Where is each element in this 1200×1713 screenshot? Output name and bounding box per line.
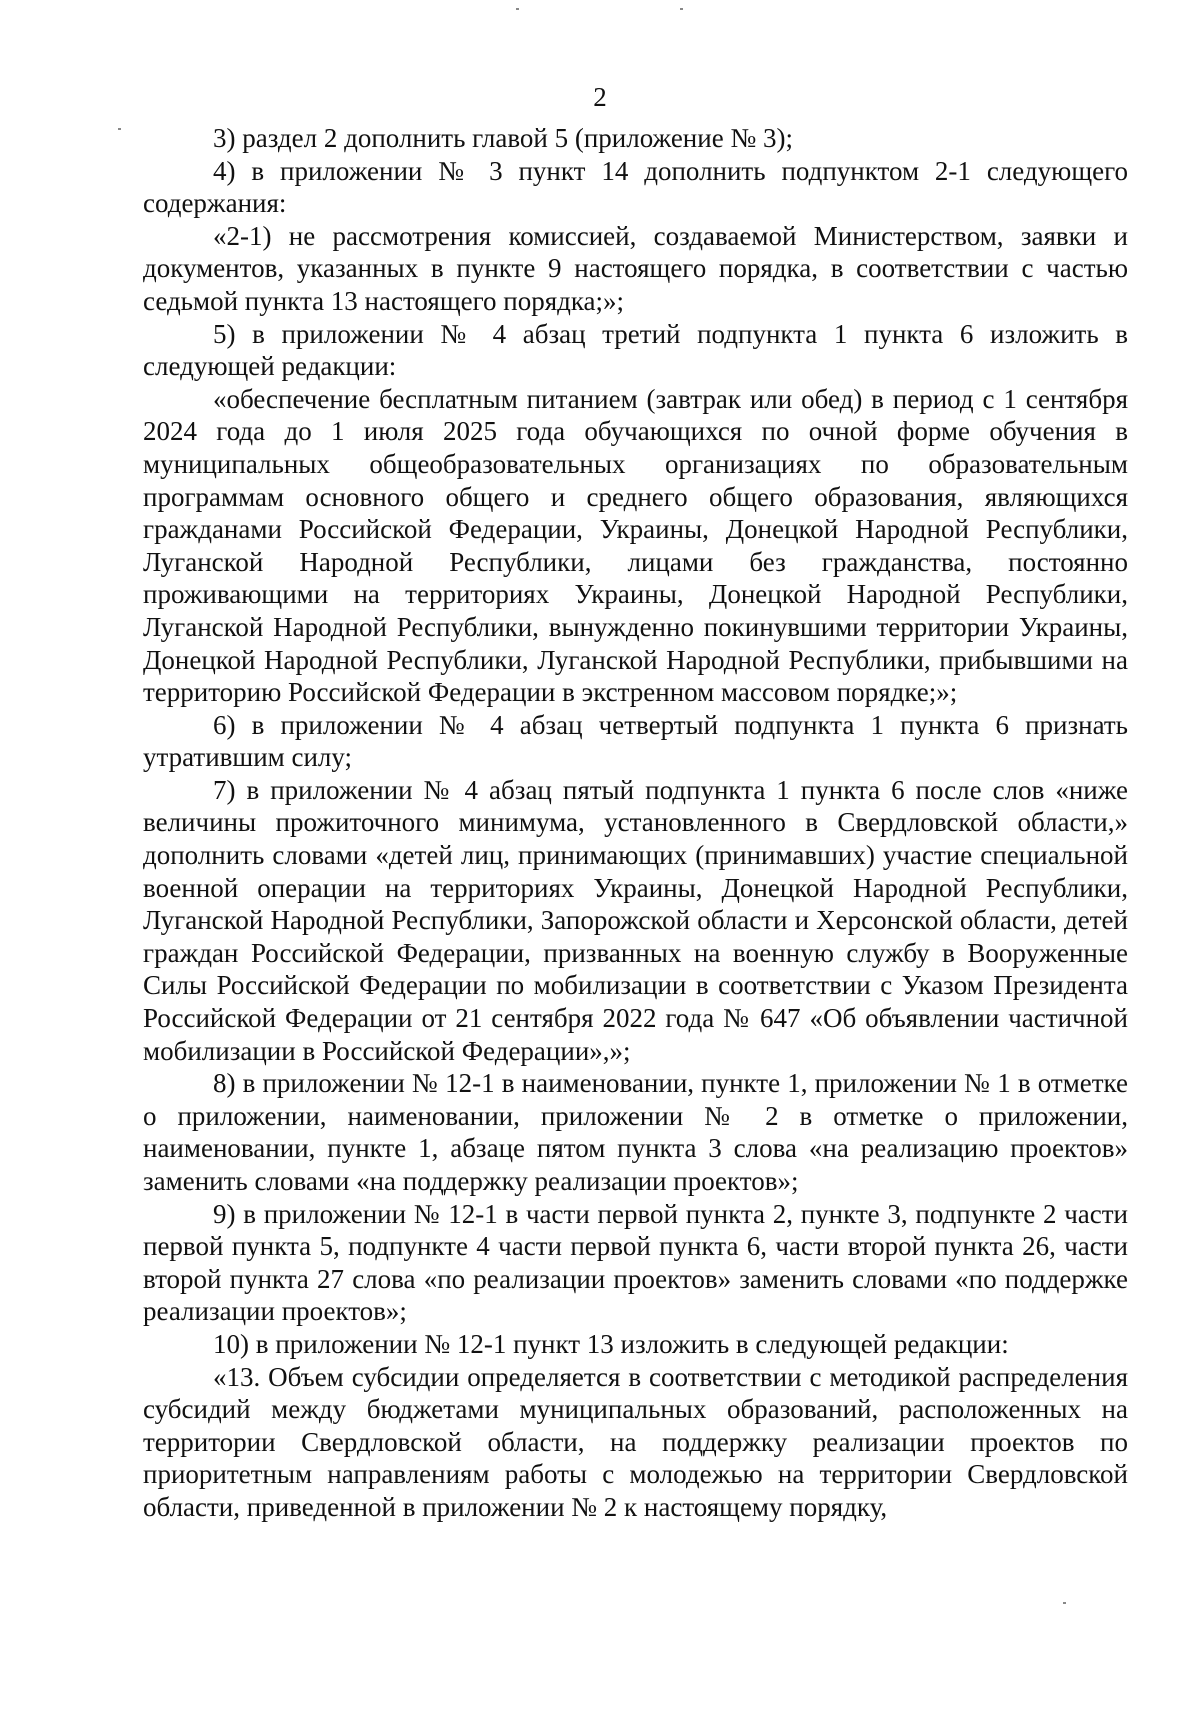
document-body <box>143 122 1128 1524</box>
paragraph-quote-2-1: «2-1) не рассмотрения комиссией, создаваемой Министерством, заявки и документов, указанных в пункте 9 настоящего порядка, в соответствии с частью седьмой пункта 13 настоящего порядка;»; <box>143 220 1128 316</box>
page-number: 2 <box>593 82 607 112</box>
scan-speck <box>516 8 519 10</box>
paragraph-quote-free-meals: «обеспечение бесплатным питанием (завтрак или обед) в период с 1 сентября 2024 года до 1 июля 2025 года обучающихся по очной форме обучения в муниципальных общеобразовательных организациях по образовательным программам основного общего и среднего общего образования, являющихся гражданами Российской Федерации, Украины, Донецкой Народной Республики, Луганской Народной Республики, лицами без гражданства, постоянно проживающими на территориях Украины, Донецкой Народной Республики, Луганской Народной Республики, вынужденно покинувшими территории Украины, Донецкой Народной Республики, Луганской Народной Республики, прибывшими на территорию Российской Федерации в экстренном массовом порядке;»; <box>143 383 1128 708</box>
paragraph-item-7: 7) в приложении № 4 абзац пятый подпункта 1 пункта 6 после слов «ниже величины прожиточного минимума, установленного в Свердловской области,» дополнить словами «детей лиц, принимающих (принимавших) участие специальной военной операции на территориях Украины, Донецкой Народной Республики, Луганской Народной Республики, Запорожской области и Херсонской области, детей граждан Российской Федерации, призванных на военную службу в Вооруженные Силы Российской Федерации по мобилизации в соответствии с Указом Президента Российской Федерации от 21 сентября 2022 года № 647 «Об объявлении частичной мобилизации в Российской Федерации»,»; <box>143 774 1128 1066</box>
paragraph-quote-13: «13. Объем субсидии определяется в соответствии с методикой распределения субсидий между бюджетами муниципальных образований, расположенных на территории Свердловской области, на поддержку реализации проектов по приоритетным направлениям работы с молодежью на территории Свердловской области, приведенной в приложении № 2 к настоящему порядку, <box>143 1361 1128 1522</box>
paragraph-item-3: 3) раздел 2 дополнить главой 5 (приложение № 3); <box>213 123 793 153</box>
scan-speck <box>118 128 121 130</box>
paragraph-item-9: 9) в приложении № 12-1 в части первой пункта 2, пункте 3, подпункте 2 части первой пункта 5, подпункте 4 части первой пункта 6, части второй пункта 26, части второй пункта 27 слова «по реализации проектов» заменить словами «по поддержке реализации проектов»; <box>143 1198 1128 1327</box>
scan-speck <box>680 8 683 10</box>
scan-speck <box>1063 1602 1066 1604</box>
paragraph-item-4: 4) в приложении № 3 пункт 14 дополнить подпунктом 2-1 следующего содержания: <box>143 155 1128 219</box>
paragraph-item-5: 5) в приложении № 4 абзац третий подпункта 1 пункта 6 изложить в следующей редакции: <box>143 318 1128 382</box>
paragraph-item-6: 6) в приложении № 4 абзац четвертый подпункта 1 пункта 6 признать утратившим силу; <box>143 709 1128 773</box>
paragraph-item-8: 8) в приложении № 12-1 в наименовании, пункте 1, приложении № 1 в отметке о приложении, наименовании, приложении № 2 в отметке о приложении, наименовании, пункте 1, абзаце пятом пункта 3 слова «на реализацию проектов» заменить словами «на поддержку реализации проектов»; <box>143 1068 1128 1196</box>
paragraph-item-10: 10) в приложении № 12-1 пункт 13 изложить в следующей редакции: <box>213 1328 1009 1359</box>
